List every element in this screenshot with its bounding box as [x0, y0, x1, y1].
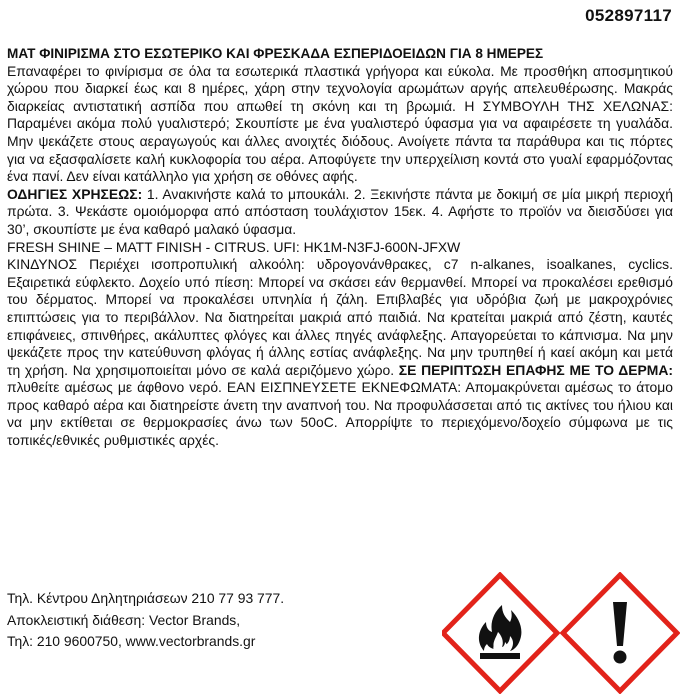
product-code: 052897117 — [585, 6, 672, 25]
product-description: Επαναφέρει το φινίρισμα σε όλα τα εσωτερικά πλαστικά γρήγορα και εύκολα. Με προσθήκη αποσμητικού χώρου που διαρκεί έως και 8 ημέρες, χάρη στην τεχνολογία αρωμάτων αργής απελευθέρωσης. Μακράς διαρκείας αντιστατική ασπίδα που απωθεί τη σκόνη και τη βρωμιά. Η ΣΥΜΒΟΥΛΗ ΤΗΣ ΧΕΛΩΝΑΣ: Παραμένει ακόμα πολύ γυαλιστερό; Σκουπίστε με ένα γυαλιστερό ύφασμα για να αφαιρέσετε τη γυαλάδα. Μην ψεκάζετε στους αεραγωγούς και άλλες ανοιχτές διόδους. Ανοίγετε πάντα τα παράθυρα και τις πόρτες για να εξασφαλίσετε καλή κυκλοφορία του αέρα. Αποφύγετε την υπερχείλιση κοντά στο γυαλί εφαρμόζοντας ένα πανί. Δεν είναι κατάλληλο για χρήση σε οθόνες αφής. — [7, 62, 673, 185]
flame-icon — [443, 575, 557, 691]
skin-contact-heading: ΣΕ ΠΕΡΙΠΤΩΣΗ ΕΠΑΦΗΣ ΜΕ ΤΟ ΔΕΡΜΑ: — [398, 361, 673, 378]
exclusive-distribution: Αποκλειστική διάθεση: Vector Brands, — [7, 611, 241, 628]
exclamation-mark-icon — [563, 575, 677, 691]
first-aid-text: πλυθείτε αμέσως με άφθονο νερό. ΕΑΝ ΕΙΣΠΝΕΥΣΕΤΕ ΕΚΝΕΦΩΜΑΤΑ: Απομακρύνεται αμέσως το άτομο προς καθαρό αέρα και διατηρείστε άνετη την αναπνοή του. Να προφυλάσσεται από τις ακτίνες του ήλιου και να μην εκτίθεται σε θερμοκρασίες άνω των 50oC. Απορρίψτε το περιεχόμενο/δοχείο σύμφωνα με τις τοπικές/εθνικές ρυθμιστικές αρχές. — [7, 379, 673, 449]
label-body — [7, 45, 673, 450]
product-line-ufi: FRESH SHINE – MATT FINISH - CITRUS. UFI: HK1M-N3FJ-600N-JFXW — [7, 238, 461, 255]
danger-text: ΚΙΝΔΥΝΟΣ Περιέχει ισοπροπυλική αλκοόλη: υδρογονάνθρακες, c7 n-alkanes, isoalkanes, cyclics. Εξαιρετικά εύφλεκτο. Δοχείο υπό πίεση: Μπορεί να σκάσει εάν θερμανθεί. Μπορεί να προκαλέσει ερεθισμό του δέρματος. Μπορεί να προκαλέσει υπνηλία ή ζάλη. Επιβλαβές για υδρόβια ζωή με μακροχρόνιες επιπτώσεις για το περιβάλλον. Να διατηρείται μακριά από παιδιά. Να κρατείται μακριά από ζέστη, καυτές επιφάνειες, σπινθήρες, ακάλυπτες φλόγες και άλλες πηγές ανάφλεξης. Απαγορεύεται το κάπνισμα. Να μην ψεκάζετε προς την κατεύθυνση φλόγας ή άλλης εστίας ανάφλεξης. Να μην τρυπηθεί ή καεί ακόμη και μετά τη χρήση. Να χρησιμοποιείται μόνο σε καλά αεριζόμενο χώρο. — [7, 256, 673, 378]
instructions-heading: ΟΔΗΓΙΕΣ ΧΡΗΣΕΩΣ: — [7, 185, 143, 202]
poison-center-phone: Τηλ. Κέντρου Δηλητηριάσεων 210 77 93 777. — [7, 590, 285, 606]
distributor-info — [7, 588, 284, 653]
usage-instructions — [7, 186, 673, 239]
instructions-text: 1. Ανακινήστε καλά το μπουκάλι. 2. Ξεκινήστε πάντα με δοκιμή σε μία μικρή περιοχή πρώτα. 3. Ψεκάστε ομοιόμορφα από απόσταση τουλάχιστον 15εκ. 4. Αφήστε το προϊόν να διεισδύσει για 30’, σκουπίστε με ένα καθαρό μαλακό ύφασμα. — [7, 185, 673, 237]
distributor-contact: Τηλ: 210 9600750, www.vectorbrands.gr — [7, 633, 256, 649]
product-title: MAT ΦΙΝΙΡΙΣΜΑ ΣΤΟ ΕΣΩΤΕΡΙΚΟ ΚΑΙ ΦΡΕΣΚΑΔΑ ΕΣΠΕΡΙΔΟΕΙΔΩΝ ΓΙΑ 8 ΗΜΕΡΕΣ — [7, 46, 544, 61]
hazard-pictograms — [442, 572, 680, 694]
hazard-warnings — [7, 256, 673, 450]
